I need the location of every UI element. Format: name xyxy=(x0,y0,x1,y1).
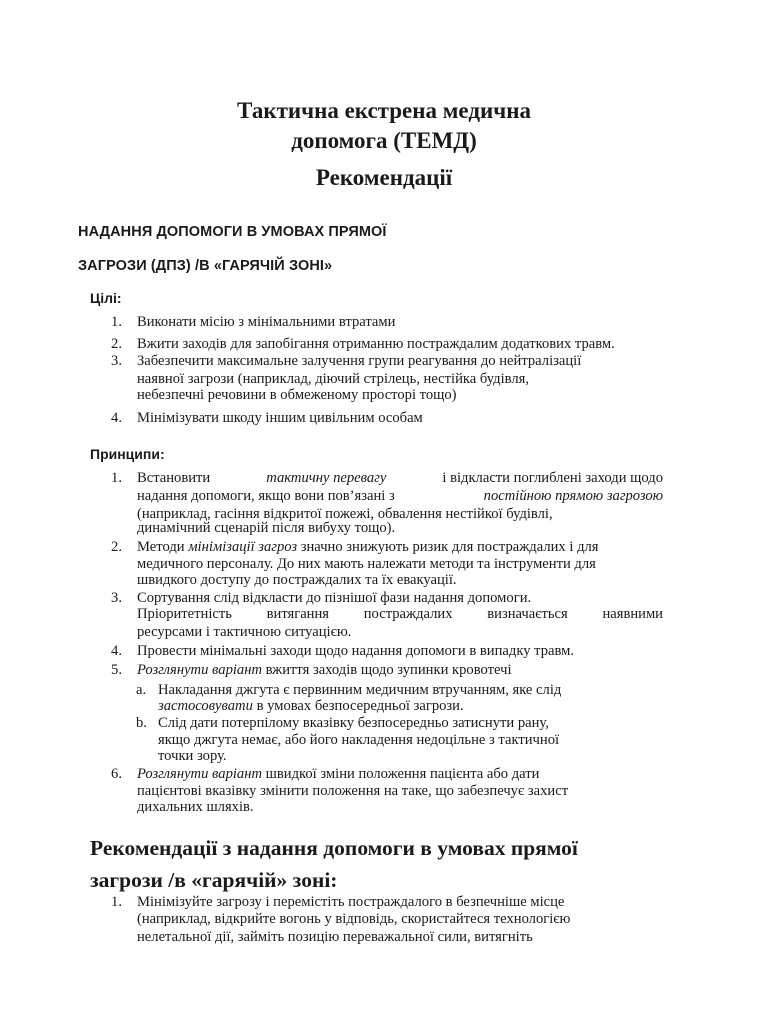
principle-2-number: 2. xyxy=(111,539,122,555)
principle-5b-line1: Слід дати потерпілому вказівку безпосередньо затиснути рану, xyxy=(158,715,549,731)
principle-1-text-a: Встановити xyxy=(137,470,211,486)
rec-1-number: 1. xyxy=(111,894,122,910)
principle-5-line1 xyxy=(137,661,512,679)
rec-1-line1: Мінімізуйте загрозу і перемістіть постраждалого в безпечніше місце xyxy=(137,894,565,910)
principle-5-number: 5. xyxy=(111,662,122,678)
goal-3-number: 3. xyxy=(111,353,122,369)
goal-3-line2: наявної загрози (наприклад, діючий стрілець, нестійка будівля, xyxy=(137,371,529,387)
goal-3-line3: небезпечні речовини в обмеженому просторі тощо) xyxy=(137,387,457,403)
principle-5a-italic: застосовувати xyxy=(158,698,253,714)
principle-5a-text-b: в умовах безпосередньої загрози. xyxy=(256,698,464,714)
principle-5b-line2: якщо джгута немає, або його накладення недоцільне з тактичної xyxy=(158,732,560,748)
principle-3-line3: ресурсами і тактичною ситуацією. xyxy=(137,624,352,640)
goal-1-text: Виконати місію з мінімальними втратами xyxy=(137,314,396,330)
section2-heading-line2: загрози /в «гарячій» зоні: xyxy=(90,868,338,892)
principle-6-line3: дихальних шляхів. xyxy=(137,799,254,815)
principle-3-number: 3. xyxy=(111,590,122,606)
doc-title-line1: Тактична екстрена медична xyxy=(237,98,531,123)
principle-6-number: 6. xyxy=(111,766,122,782)
section2-heading-line1: Рекомендації з надання допомоги в умовах прямої xyxy=(90,836,578,860)
principle-5-text-a: вжиття заходів щодо зупинки кровотечі xyxy=(265,662,512,678)
principle-5a-line2 xyxy=(158,697,464,715)
principle-1-line1 xyxy=(137,469,663,487)
principle-5a-marker: a. xyxy=(136,682,147,698)
principle-5b-line3: точки зору. xyxy=(158,748,227,764)
principle-2-text-a: Методи xyxy=(137,539,185,555)
principle-2-text-a2: значно знижують ризик для постраждалих і для xyxy=(300,539,599,555)
principle-6-text-a: швидкої зміни положення пацієнта або дати xyxy=(265,766,540,782)
principle-5a-line1: Накладання джгута є первинним медичним втручанням, яке слід xyxy=(158,682,562,698)
goal-2-text: Вжити заходів для запобігання отриманню постраждалим додаткових травм. xyxy=(137,336,615,352)
principle-2-italic-a: мінімізації загроз xyxy=(188,539,298,555)
principle-2-line3: швидкого доступу до постраждалих та їх евакуації. xyxy=(137,572,457,588)
principle-1-line3: (наприклад, гасіння відкритої пожежі, обвалення нестійкої будівлі, xyxy=(137,506,553,522)
section1-heading-line1: НАДАННЯ ДОПОМОГИ В УМОВАХ ПРЯМОЇ xyxy=(78,224,387,240)
principle-6-line2: пацієнтові вказівку змінити положення на таке, що забезпечує захист xyxy=(137,783,569,799)
principle-2-line1 xyxy=(137,538,599,556)
principle-1-line2 xyxy=(137,487,663,505)
principle-3-line1: Сортування слід відкласти до пізнішої фази надання допомоги. xyxy=(137,590,532,606)
principle-6-line1 xyxy=(137,765,539,783)
doc-title-line3: Рекомендації xyxy=(315,165,453,190)
principles-label: Принципи: xyxy=(90,446,165,462)
principle-5-italic-a: Розглянути варіант xyxy=(137,662,262,678)
principle-2-line2: медичного персоналу. До них мають належати методи та інструменти для xyxy=(137,556,596,572)
principle-1-text-b: надання допомоги, якщо вони пов’язані з xyxy=(137,488,395,504)
principle-5b-marker: b. xyxy=(136,715,147,731)
principle-3-line2: Пріоритетність витягання постраждалих визначається наявними xyxy=(137,606,663,622)
doc-title-line2: допомога (ТЕМД) xyxy=(291,128,477,153)
goal-2-number: 2. xyxy=(111,336,122,352)
goals-label: Цілі: xyxy=(90,290,122,306)
rec-1-line3: нелетальної дії, займіть позицію переважальної сили, витягніть xyxy=(137,929,533,945)
principle-1-italic-b: постійною прямою загрозою xyxy=(483,488,663,504)
principle-1-text-a2: і відкласти поглиблені заходи щодо xyxy=(442,470,663,486)
principle-4-number: 4. xyxy=(111,643,122,659)
principle-1-italic-a: тактичну перевагу xyxy=(266,470,387,486)
principle-1-number: 1. xyxy=(111,470,122,486)
rec-1-line2: (наприклад, відкрийте вогонь у відповідь, скористайтеся технологією xyxy=(137,911,571,927)
goal-1-number: 1. xyxy=(111,314,122,330)
goal-4-number: 4. xyxy=(111,410,122,426)
principle-6-italic-a: Розглянути варіант xyxy=(137,766,262,782)
section1-heading-line2: ЗАГРОЗИ (ДПЗ) /В «ГАРЯЧІЙ ЗОНІ» xyxy=(78,258,333,274)
principle-1-line4: динамічний сценарій після вибуху тощо). xyxy=(137,520,396,536)
principle-4-line1: Провести мінімальні заходи щодо надання допомоги в випадку травм. xyxy=(137,643,574,659)
goal-4-text: Мінімізувати шкоду іншим цивільним особам xyxy=(137,410,423,426)
goal-3-line1: Забезпечити максимальне залучення групи реагування до нейтралізації xyxy=(137,353,582,369)
